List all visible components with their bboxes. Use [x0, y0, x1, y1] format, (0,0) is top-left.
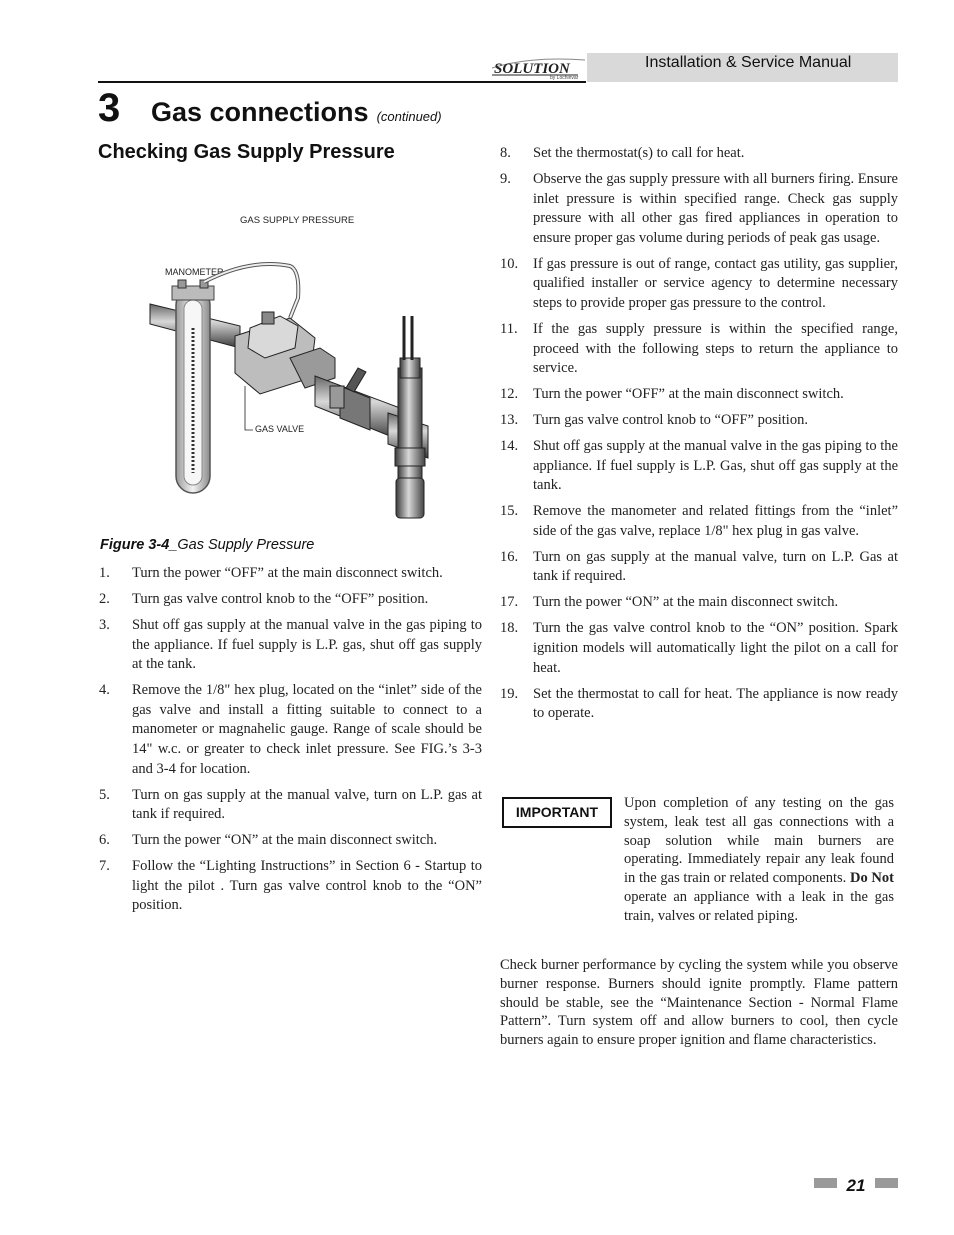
step-number: 16. [500, 548, 519, 565]
figure-title: GAS SUPPLY PRESSURE [240, 215, 355, 226]
step-text: Turn the gas valve control knob to the “ON” position. Spark ignition models will automatically light the pilot on a call for heat. [533, 620, 898, 676]
chapter-number: 3 [98, 86, 121, 130]
manometer-label: MANOMETER [165, 267, 224, 277]
step-number: 14. [500, 438, 519, 455]
step-number: 3. [99, 616, 110, 633]
step-text: Turn the power “OFF” at the main disconnect switch. [132, 565, 443, 581]
step-number: 2. [99, 590, 110, 607]
step-text: Turn on gas supply at the manual valve, turn on L.P. Gas at tank if required. [533, 548, 898, 585]
step-number: 6. [99, 832, 110, 849]
step-text: If gas pressure is out of range, contact gas utility, gas supplier, qualified installer or service agency to determine necessary steps to provide proper gas pressure to the control. [533, 255, 898, 311]
step-number: 1. [99, 565, 110, 581]
list-item [500, 502, 898, 541]
list-item [500, 593, 898, 613]
list-item [99, 590, 482, 610]
logo-text: SOLUTION [494, 61, 570, 77]
figure-caption [100, 536, 314, 554]
step-text: Turn the power “OFF” at the main disconnect switch. [533, 386, 844, 403]
list-item [500, 437, 898, 496]
gas-valve-label: GAS VALVE [255, 424, 305, 434]
list-item [500, 144, 898, 164]
step-text: Turn gas valve control knob to “OFF” position. [533, 412, 808, 429]
figure-caption-number: Figure 3-4_ [100, 537, 178, 553]
step-text: Observe the gas supply pressure with all burners firing. Ensure inlet pressure is within specified range. Check gas supply pressure with all other gas fired appliances in operation to ensure proper gas volume during periods of peak gas usage. [533, 170, 898, 246]
step-number: 17. [500, 594, 519, 611]
list-item [500, 619, 898, 678]
step-number: 10. [500, 255, 519, 272]
step-number: 4. [99, 682, 110, 699]
steps-list-right [500, 144, 898, 730]
step-text: Shut off gas supply at the manual valve in the gas piping to the appliance. If fuel supply is L.P. Gas, shut off gas supply at the tank. [533, 438, 898, 494]
gas-supply-pressure-figure [140, 208, 440, 528]
step-text: Remove the 1/8" hex plug, located on the “inlet” side of the gas valve and install a fitting suitable to connect to a manometer or magnahelic gauge. Range of scale should be 14" w.c. or greater to check inlet pressure. See FIG.’s 3-3 and 3-4 for location. [132, 682, 482, 777]
step-number: 12. [500, 386, 519, 403]
list-item [99, 564, 482, 584]
step-number: 8. [500, 145, 511, 161]
step-text: Turn the power “ON” at the main disconnect switch. [132, 832, 438, 849]
list-item [99, 786, 482, 825]
closing-paragraph: Check burner performance by cycling the system while you observe burner response. Burners should ignite promptly. Flame pattern should be stable, see the “Maintenance Section - Normal Flame Pattern”. Turn system off and allow burners to cool, then cycle burners again to ensure proper ignition and flame characteristics. [500, 957, 898, 1049]
chapter-title-text: Gas connections [151, 97, 369, 127]
list-item [500, 170, 898, 248]
manual-title: Installation & Service Manual [645, 54, 852, 71]
list-item [500, 320, 898, 379]
list-item [500, 255, 898, 314]
step-number: 13. [500, 412, 519, 429]
list-item [99, 681, 482, 779]
chapter-title [151, 96, 442, 133]
step-text: If the gas supply pressure is within the specified range, proceed with the following steps to return the appliance to service. [533, 320, 898, 377]
chapter-continued: (continued) [376, 109, 442, 124]
step-text: Set the thermostat to call for heat. The appliance is now ready to operate. [533, 685, 898, 722]
solution-logo [490, 54, 587, 80]
step-text: Set the thermostat(s) to call for heat. [533, 145, 745, 161]
manometer [172, 280, 214, 493]
important-label: IMPORTANT [502, 797, 612, 828]
step-number: 5. [99, 786, 110, 803]
list-item [500, 385, 898, 405]
important-text-before: Upon completion of any testing on the gas system, leak test all gas connections with a soap solution while main burners are operating. Immediately repair any leak found in the gas train or related components. [624, 795, 894, 887]
important-text-after: operate an appliance with a leak in the gas train, valves or related piping. [624, 888, 894, 924]
step-number: 9. [500, 170, 511, 187]
list-item [99, 831, 482, 851]
footer-bar-left [814, 1178, 837, 1188]
logo-subtext: by Lochinvar [550, 75, 579, 80]
step-number: 11. [500, 320, 518, 337]
page-number: 21 [846, 1176, 866, 1195]
steps-list-left [99, 564, 482, 922]
list-item [500, 685, 898, 724]
header-rule [98, 81, 586, 83]
step-number: 15. [500, 503, 519, 520]
step-text: Turn the power “ON” at the main disconnect switch. [533, 594, 839, 611]
step-number: 7. [99, 858, 110, 875]
step-text: Follow the “Lighting Instructions” in Section 6 - Startup to light the pilot . Turn gas valve control knob to the “ON” position. [132, 858, 482, 914]
step-text: Remove the manometer and related fittings from the “inlet” side of the gas valve, replace 1/8" hex plug in gas valve. [533, 503, 898, 539]
list-item [500, 548, 898, 587]
step-text: Turn on gas supply at the manual valve, turn on L.P. gas at tank if required. [132, 786, 482, 823]
figure-caption-text: Gas Supply Pressure [177, 537, 315, 553]
step-text: Turn gas valve control knob to the “OFF” position. [132, 590, 429, 607]
list-item [99, 616, 482, 675]
important-text [624, 794, 894, 926]
list-item [500, 411, 898, 431]
important-text-bold: Do Not [850, 870, 894, 887]
step-number: 19. [500, 685, 519, 702]
step-number: 18. [500, 620, 519, 637]
list-item [99, 857, 482, 916]
section-title: Checking Gas Supply Pressure [98, 141, 395, 163]
step-text: Shut off gas supply at the manual valve in the gas piping to the appliance. If fuel supply is L.P. gas, shut off gas supply at the tank. [132, 616, 482, 673]
footer-bar-right [875, 1178, 898, 1188]
